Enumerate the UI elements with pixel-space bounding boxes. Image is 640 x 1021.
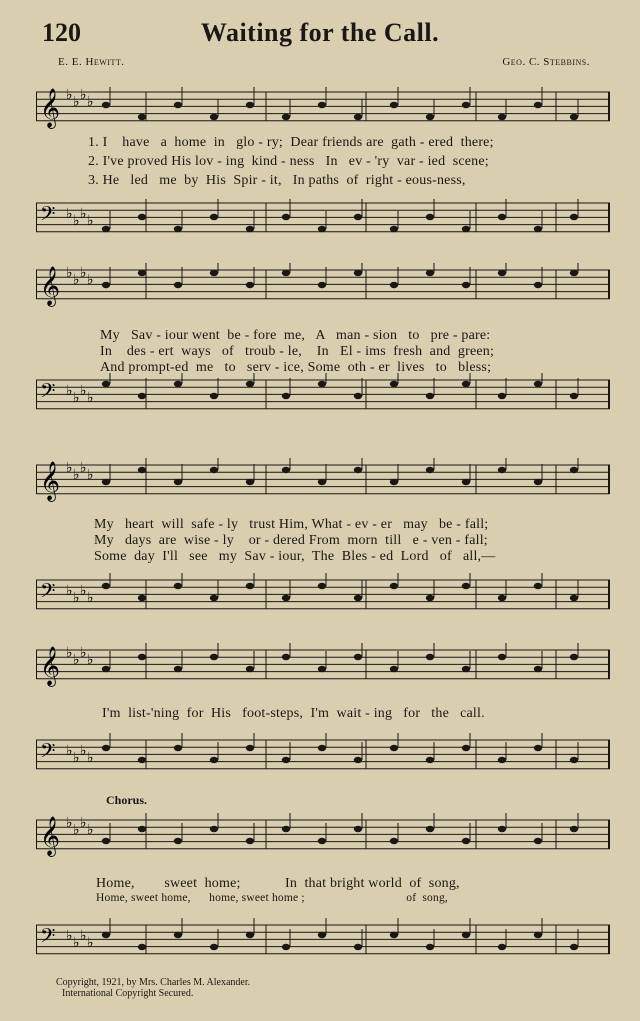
note-head: [570, 826, 578, 832]
flat-icon: ♭: [80, 815, 87, 831]
flat-icon: ♭: [66, 815, 73, 831]
flat-icon: ♭: [73, 935, 80, 951]
note-head: [390, 666, 398, 672]
treble-clef-icon: 𝄞: [40, 88, 61, 128]
note-head: [282, 654, 290, 660]
note-head: [210, 270, 218, 276]
note-head: [426, 944, 434, 950]
note-head: [246, 745, 254, 751]
note-head: [426, 393, 434, 399]
note-head: [102, 666, 110, 672]
flat-icon: ♭: [73, 390, 80, 406]
lyric-line: Some day I'll see my Sav - iour, The Bles - ed Lord of all,—: [94, 549, 496, 564]
flat-icon: ♭: [80, 87, 87, 103]
note-head: [462, 932, 470, 938]
copyright-line: International Copyright Secured.: [62, 988, 194, 999]
note-head: [138, 654, 146, 660]
hymn-title: Waiting for the Call.: [200, 18, 440, 47]
flat-icon: ♭: [66, 265, 73, 281]
note-head: [426, 595, 434, 601]
flat-icon: ♭: [80, 460, 87, 476]
note-head: [174, 932, 182, 938]
staff-drawing: [36, 573, 610, 617]
note-head: [102, 282, 110, 288]
note-head: [570, 944, 578, 950]
note-head: [390, 282, 398, 288]
treble-clef-icon: 𝄞: [40, 816, 61, 856]
lyric-line: My Sav - iour went be - fore me, A man - sion to pre - pare:: [100, 328, 491, 343]
flat-icon: ♭: [87, 935, 94, 951]
flat-icon: ♭: [87, 590, 94, 606]
flat-icon: ♭: [87, 822, 94, 838]
note-head: [138, 757, 146, 763]
note-head: [426, 214, 434, 220]
flat-icon: ♭: [73, 750, 80, 766]
note-head: [246, 282, 254, 288]
note-head: [282, 467, 290, 473]
note-head: [390, 381, 398, 387]
note-head: [498, 595, 506, 601]
staff-drawing: [36, 643, 610, 687]
note-head: [498, 944, 506, 950]
note-head: [210, 595, 218, 601]
note-head: [138, 114, 146, 120]
note-head: [390, 479, 398, 485]
note-head: [498, 214, 506, 220]
note-head: [570, 270, 578, 276]
note-head: [318, 479, 326, 485]
note-head: [246, 226, 254, 232]
note-head: [210, 214, 218, 220]
flat-icon: ♭: [66, 206, 73, 222]
flat-icon: ♭: [80, 743, 87, 759]
note-head: [354, 944, 362, 950]
note-head: [246, 838, 254, 844]
flat-icon: ♭: [66, 928, 73, 944]
note-head: [354, 393, 362, 399]
treble-clef-icon: 𝄞: [40, 461, 61, 501]
note-head: [282, 826, 290, 832]
note-head: [354, 757, 362, 763]
hymn-number: 120: [42, 18, 81, 47]
note-head: [210, 467, 218, 473]
note-head: [102, 932, 110, 938]
note-head: [318, 838, 326, 844]
note-head: [174, 479, 182, 485]
note-head: [426, 654, 434, 660]
note-head: [246, 479, 254, 485]
note-head: [498, 654, 506, 660]
note-head: [174, 745, 182, 751]
note-head: [534, 745, 542, 751]
note-head: [138, 393, 146, 399]
note-head: [102, 745, 110, 751]
note-head: [462, 838, 470, 844]
note-head: [390, 583, 398, 589]
note-head: [570, 114, 578, 120]
flat-icon: ♭: [87, 467, 94, 483]
staff-drawing: [36, 263, 610, 307]
note-head: [390, 226, 398, 232]
flat-icon: ♭: [73, 590, 80, 606]
note-head: [210, 393, 218, 399]
flat-icon: ♭: [73, 822, 80, 838]
flat-icon: ♭: [87, 94, 94, 110]
note-head: [282, 270, 290, 276]
note-head: [570, 595, 578, 601]
note-head: [246, 102, 254, 108]
bass-clef-icon: 𝄢: [40, 924, 56, 952]
treble-staff-3: [36, 460, 610, 501]
flat-icon: ♭: [80, 265, 87, 281]
bass-staff-3: [36, 580, 610, 610]
note-head: [462, 102, 470, 108]
note-head: [318, 226, 326, 232]
staff-drawing: [36, 196, 610, 240]
note-head: [282, 214, 290, 220]
note-head: [354, 654, 362, 660]
lyric-line: My heart will safe - ly trust Him, What - ev - er may be - fall;: [94, 517, 489, 532]
note-head: [498, 826, 506, 832]
note-head: [282, 595, 290, 601]
note-head: [462, 282, 470, 288]
note-head: [498, 757, 506, 763]
note-head: [534, 102, 542, 108]
chorus-label: Chorus.: [106, 793, 148, 807]
note-head: [390, 838, 398, 844]
note-head: [570, 214, 578, 220]
note-head: [354, 114, 362, 120]
note-head: [534, 226, 542, 232]
flat-icon: ♭: [87, 652, 94, 668]
lyric-line: Home, sweet home; In that bright world of song,: [96, 876, 460, 891]
note-head: [210, 114, 218, 120]
lyric-line: 1. I have a home in glo - ry; Dear friends are gath - ered there;: [88, 135, 494, 150]
flat-icon: ♭: [80, 645, 87, 661]
flat-icon: ♭: [87, 750, 94, 766]
note-head: [138, 826, 146, 832]
note-head: [534, 932, 542, 938]
note-head: [426, 757, 434, 763]
flat-icon: ♭: [87, 390, 94, 406]
note-head: [246, 666, 254, 672]
treble-staff-5: [36, 815, 610, 856]
note-head: [318, 102, 326, 108]
lyric-line: 3. He led me by His Spir - it, In paths of right - eous-ness,: [88, 173, 466, 188]
note-head: [174, 838, 182, 844]
lyric-line: My days are wise - ly or - dered From morn till e - ven - fall;: [94, 533, 488, 548]
note-head: [246, 381, 254, 387]
note-head: [462, 226, 470, 232]
note-head: [318, 282, 326, 288]
staff-drawing: [36, 85, 610, 129]
bass-clef-icon: 𝄢: [40, 739, 56, 767]
note-head: [534, 381, 542, 387]
flat-icon: ♭: [73, 272, 80, 288]
staff-drawing: [36, 373, 610, 417]
note-head: [426, 826, 434, 832]
treble-clef-icon: 𝄞: [40, 646, 61, 686]
bass-clef-icon: 𝄢: [40, 379, 56, 407]
note-head: [354, 826, 362, 832]
treble-clef-icon: 𝄞: [40, 266, 61, 306]
note-head: [174, 583, 182, 589]
flat-icon: ♭: [66, 383, 73, 399]
flat-icon: ♭: [87, 272, 94, 288]
note-head: [138, 214, 146, 220]
note-head: [138, 270, 146, 276]
note-head: [390, 745, 398, 751]
lyric-line: Home, sweet home, home, sweet home ; of song,: [96, 892, 448, 904]
note-head: [498, 467, 506, 473]
note-head: [318, 583, 326, 589]
note-head: [246, 932, 254, 938]
bass-clef-icon: 𝄢: [40, 202, 56, 230]
note-head: [354, 595, 362, 601]
flat-icon: ♭: [66, 645, 73, 661]
note-head: [210, 944, 218, 950]
flat-icon: ♭: [66, 460, 73, 476]
note-head: [102, 583, 110, 589]
lyric-line: 2. I've proved His lov - ing kind - ness In ev - 'ry var - ied scene;: [88, 154, 489, 169]
bass-staff-2: [36, 380, 610, 410]
note-head: [282, 757, 290, 763]
note-head: [426, 467, 434, 473]
note-head: [102, 838, 110, 844]
note-head: [462, 583, 470, 589]
note-head: [534, 583, 542, 589]
note-head: [318, 745, 326, 751]
note-head: [498, 114, 506, 120]
note-head: [570, 757, 578, 763]
flat-icon: ♭: [73, 213, 80, 229]
flat-icon: ♭: [80, 583, 87, 599]
flat-icon: ♭: [73, 652, 80, 668]
note-head: [390, 102, 398, 108]
note-head: [138, 467, 146, 473]
note-head: [534, 282, 542, 288]
note-head: [570, 467, 578, 473]
staff-drawing: [36, 813, 610, 857]
note-head: [246, 583, 254, 589]
note-head: [102, 381, 110, 387]
staff-drawing: [36, 458, 610, 502]
note-head: [210, 757, 218, 763]
note-head: [174, 666, 182, 672]
note-head: [462, 381, 470, 387]
flat-icon: ♭: [66, 743, 73, 759]
note-head: [534, 479, 542, 485]
bass-staff-1: [36, 203, 610, 233]
note-head: [174, 282, 182, 288]
note-head: [174, 102, 182, 108]
note-head: [210, 826, 218, 832]
note-head: [462, 745, 470, 751]
copyright-line: Copyright, 1921, by Mrs. Charles M. Alexander.: [56, 977, 251, 988]
flat-icon: ♭: [87, 213, 94, 229]
note-head: [354, 214, 362, 220]
author-credit: E. E. Hewitt.: [58, 56, 125, 68]
flat-icon: ♭: [73, 94, 80, 110]
note-head: [138, 944, 146, 950]
note-head: [174, 226, 182, 232]
note-head: [318, 666, 326, 672]
note-head: [426, 114, 434, 120]
lyric-line: In des - ert ways of troub - le, In El - ims fresh and green;: [100, 344, 495, 359]
note-head: [102, 226, 110, 232]
note-head: [570, 393, 578, 399]
flat-icon: ♭: [66, 87, 73, 103]
note-head: [210, 654, 218, 660]
note-head: [534, 666, 542, 672]
note-head: [498, 270, 506, 276]
copyright-notice: [56, 977, 250, 999]
flat-icon: ♭: [80, 928, 87, 944]
flat-icon: ♭: [80, 206, 87, 222]
staff-drawing: [36, 733, 610, 777]
note-head: [282, 944, 290, 950]
composer-credit: Geo. C. Stebbins.: [502, 56, 590, 68]
flat-icon: ♭: [73, 467, 80, 483]
note-head: [498, 393, 506, 399]
note-head: [426, 270, 434, 276]
note-head: [354, 467, 362, 473]
note-head: [390, 932, 398, 938]
note-head: [282, 114, 290, 120]
staff-drawing: [36, 918, 610, 962]
lyric-line: And prompt-ed me to serv - ice, Some oth - er lives to bless;: [100, 360, 492, 375]
bass-clef-icon: 𝄢: [40, 579, 56, 607]
note-head: [462, 479, 470, 485]
treble-staff-4: [36, 645, 610, 686]
lyric-line: I'm list-'ning for His foot-steps, I'm wait - ing for the call.: [102, 706, 485, 721]
flat-icon: ♭: [80, 383, 87, 399]
note-head: [282, 393, 290, 399]
note-head: [138, 595, 146, 601]
note-head: [102, 102, 110, 108]
treble-staff-2: [36, 265, 610, 306]
note-head: [318, 932, 326, 938]
note-head: [534, 838, 542, 844]
note-head: [354, 270, 362, 276]
flat-icon: ♭: [66, 583, 73, 599]
note-head: [318, 381, 326, 387]
note-head: [174, 381, 182, 387]
note-head: [462, 666, 470, 672]
bass-staff-4: [36, 740, 610, 770]
treble-staff-1: [36, 87, 610, 128]
bass-staff-5: [36, 925, 610, 955]
note-head: [102, 479, 110, 485]
note-head: [570, 654, 578, 660]
